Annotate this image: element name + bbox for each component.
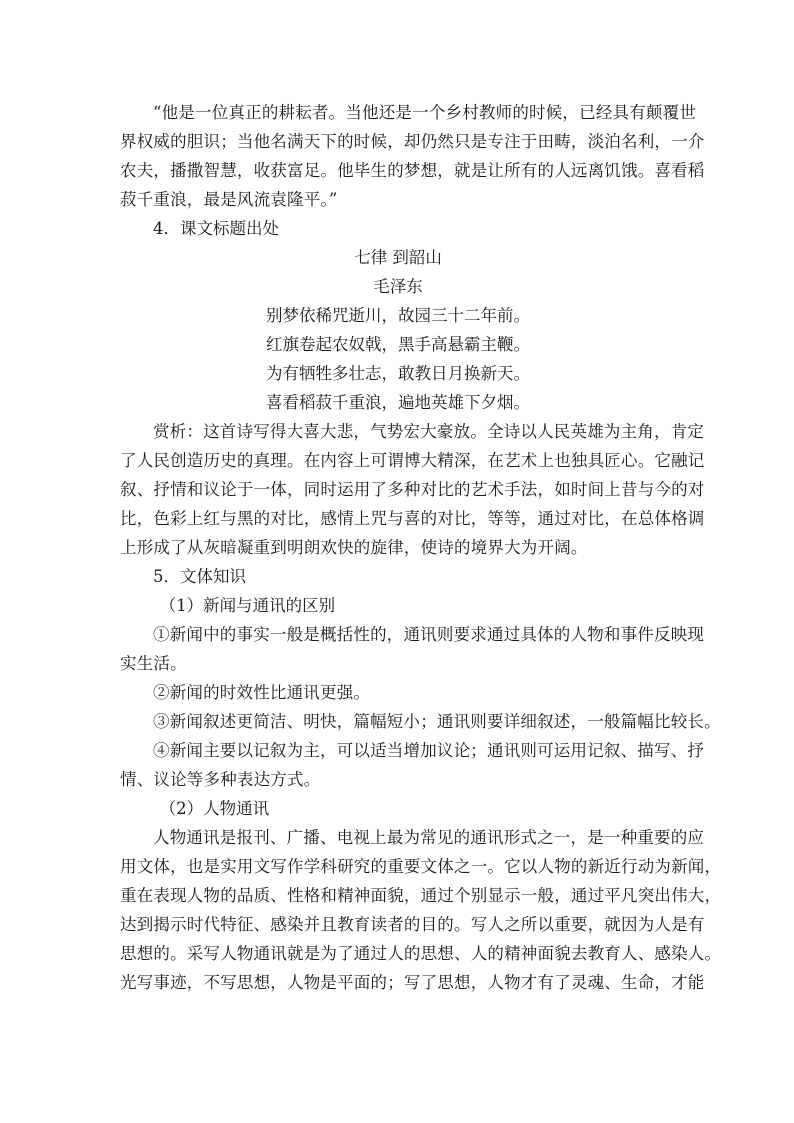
appreciation-paragraph <box>120 417 705 562</box>
poem-line: 喜看稻菽千重浪，遍地英雄下夕烟。 <box>266 393 530 412</box>
paragraph-line: 达到揭示时代特征、感染并且教育读者的目的。写人之所以重要，就因为人是有 <box>120 915 705 934</box>
poem-line: 为有牺牲多壮志，敢教日月换新天。 <box>266 364 530 383</box>
poem-line: 别梦依稀咒逝川，故园三十二年前。 <box>266 306 530 325</box>
list-item-continuation: 实生活。 <box>120 654 187 673</box>
document-page <box>120 98 722 997</box>
appreciation-line: 赏析：这首诗写得大喜大悲，气势宏大豪放。全诗以人民英雄为主角，肯定 <box>153 422 705 441</box>
subsection-1-heading: （1）新闻与通讯的区别 <box>159 596 336 615</box>
quote-paragraph <box>120 98 705 214</box>
poem <box>120 243 676 417</box>
poem-title: 七律 到韶山 <box>354 248 442 267</box>
paragraph-line: 光写事迹，不写思想，人物是平面的；写了思想，人物才有了灵魂、生命，才能 <box>120 973 705 992</box>
paragraph-line: 人物通讯是报刊、广播、电视上最为常见的通讯形式之一，是一种重要的应 <box>153 828 705 847</box>
difference-list <box>120 620 721 794</box>
paragraph-line: 用文体，也是实用文写作学科研究的重要文体之一。它以人物的新近行动为新闻， <box>120 857 722 876</box>
subsection-2-heading: （2）人物通讯 <box>159 799 270 818</box>
appreciation-line: 比，色彩上红与黑的对比，感情上咒与喜的对比，等等，通过对比，在总体格调 <box>120 509 705 528</box>
paragraph-line: 重在表现人物的品质、性格和精神面貌，通过个别显示一般，通过平凡突出伟大， <box>120 886 722 905</box>
poem-author: 毛泽东 <box>373 277 423 296</box>
list-item-continuation: 情、议论等多种表达方式。 <box>120 770 321 789</box>
list-item: ①新闻中的事实一般是概括性的，通讯则要求通过具体的人物和事件反映现 <box>153 625 705 644</box>
poem-line: 红旗卷起农奴戟，黑手高悬霸主鞭。 <box>266 335 530 354</box>
section-5-heading: 5．文体知识 <box>153 567 246 586</box>
list-item: ②新闻的时效性比通讯更强。 <box>153 683 371 702</box>
paragraph-line: 思想的。采写人物通讯就是为了通过人的思想、人的精神面貌去教育人、感染人。 <box>120 944 722 963</box>
list-item: ③新闻叙述更简洁、明快，篇幅短小；通讯则要详细叙述，一般篇幅比较长。 <box>153 712 721 731</box>
character-report-paragraph <box>120 823 722 997</box>
section-4-heading: 4．课文标题出处 <box>153 219 279 238</box>
quote-line: 界权威的胆识；当他名满天下的时候，却仍然只是专注于田畴，淡泊名利，一介 <box>120 132 705 151</box>
quote-line: “他是一位真正的耕耘者。当他还是一个乡村教师的时候，已经具有颠覆世 <box>153 103 697 122</box>
quote-line: 菽千重浪，最是风流袁隆平。” <box>120 190 338 209</box>
appreciation-line: 叙、抒情和议论于一体，同时运用了多种对比的艺术手法，如时间上昔与今的对 <box>120 480 705 499</box>
appreciation-line: 上形成了从灰暗凝重到明朗欢快的旋律，使诗的境界大为开阔。 <box>120 538 588 557</box>
list-item: ④新闻主要以记叙为主，可以适当增加议论；通讯则可运用记叙、描写、抒 <box>153 741 705 760</box>
appreciation-line: 了人民创造历史的真理。在内容上可谓博大精深，在艺术上也独具匠心。它融记 <box>120 451 705 470</box>
quote-line: 农夫，播撒智慧，收获富足。他毕生的梦想，就是让所有的人远离饥饿。喜看稻 <box>120 161 705 180</box>
